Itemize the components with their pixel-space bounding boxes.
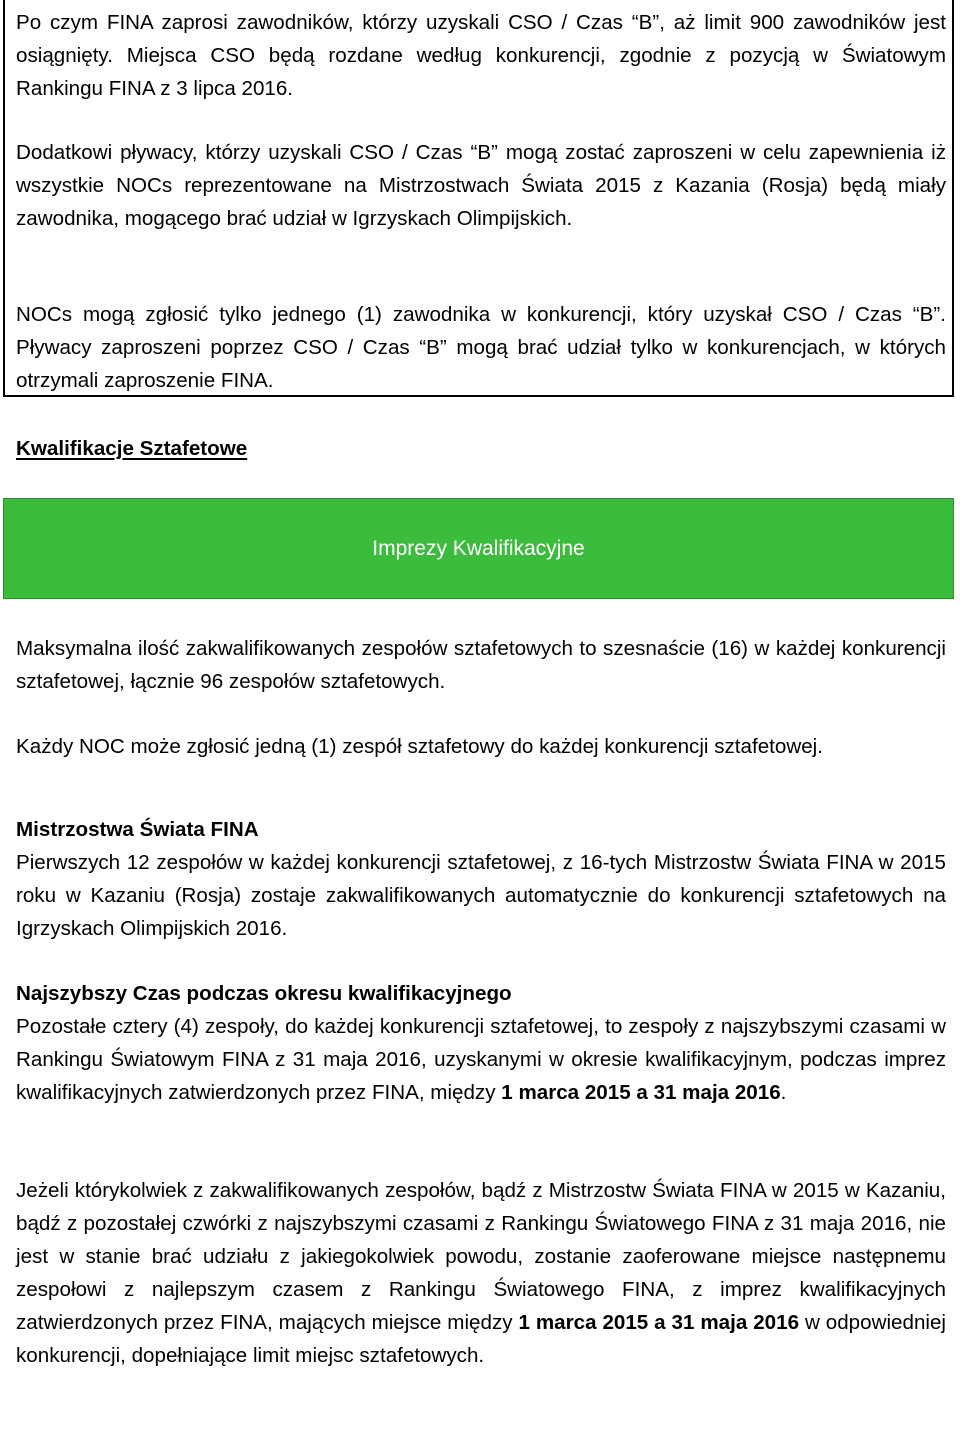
fastest-text-post: . (780, 1081, 787, 1104)
world-championships-heading: Mistrzostwa Świata FINA (16, 818, 259, 841)
relay-qualification-heading: Kwalifikacje Sztafetowe (16, 437, 248, 460)
box-paragraph-3: NOCs mogą zgłosić tylko jednego (1) zawodnika w konkurencji, który uzyskał CSO / Czas “B”. Pływacy zaproszeni poprzez CSO / Czas “B” mogą brać udział tylko w konkurencjach, w których otrzymali zaproszenie FINA. (16, 303, 946, 392)
world-championships-paragraph: Pierwszych 12 zespołów w każdej konkurencji sztafetowej, z 16-tych Mistrzostw Świata FINA w 2015 roku w Kazaniu (Rosja) zostaje zakwalifikowanych automatycznie do konkurencji sztafetowych na Igrzyskach Olimpijskich 2016. (16, 851, 946, 940)
replacement-paragraph (16, 1174, 946, 1372)
box-paragraph-1: Po czym FINA zaprosi zawodników, którzy uzyskali CSO / Czas “B”, aż limit 900 zawodników jest osiągnięty. Miejsca CSO będą rozdane według konkurencji, zgodnie z pozycją w Światowym Rankingu FINA z 3 lipca 2016. (16, 11, 946, 100)
replacement-text-dates: 1 marca 2015 a 31 maja 2016 (518, 1311, 800, 1334)
box-paragraph-2: Dodatkowi pływacy, którzy uzyskali CSO / Czas “B” mogą zostać zaproszeni w celu zapewnienia iż wszystkie NOCs reprezentowane na Mistrzostwach Świata 2015 z Kazania (Rosja) będą miały zawodnika, mogącego brać udział w Igrzyskach Olimpijskich. (16, 141, 946, 230)
noc-entry-paragraph: Każdy NOC może zgłosić jedną (1) zespół sztafetowy do każdej konkurencji sztafetowej. (16, 735, 823, 758)
banner-title: Imprezy Kwalifikacyjne (372, 537, 585, 560)
fastest-time-paragraph (16, 1010, 946, 1109)
max-teams-paragraph: Maksymalna ilość zakwalifikowanych zespołów sztafetowych to szesnaście (16) w każdej konkurencji sztafetowej, łącznie 96 zespołów sztafetowych. (16, 637, 946, 693)
qualifying-events-banner (3, 498, 954, 599)
fastest-text-dates: 1 marca 2015 a 31 maja 2016 (501, 1081, 781, 1104)
replacement-text-post: w odpowiedniej konkurencji, dopełniające limit miejsc sztafetowych. (16, 1311, 946, 1367)
replacement-text-pre: Jeżeli którykolwiek z zakwalifikowanych zespołów, bądź z Mistrzostw Świata FINA w 2015 w Kazaniu, bądź z pozostałej czwórki z najszybszymi czasami z Rankingu Światowego FINA z 31 maja 2016, nie jest w stanie brać udziału z jakiegokolwiek powodu, zostanie zaoferowane miejsce następnemu zespołowi z najlepszym czasem z Rankingu Światowego FINA, z imprez kwalifikacyjnych zatwierdzonych przez FINA, mających miejsce między (16, 1179, 946, 1334)
fastest-time-heading: Najszybszy Czas podczas okresu kwalifikacyjnego (16, 982, 512, 1005)
fastest-text-pre: Pozostałe cztery (4) zespoły, do każdej konkurencji sztafetowej, to zespoły z najszybszymi czasami w Rankingu Światowym FINA z 31 maja 2016, uzyskanymi w okresie kwalifikacyjnym, podczas imprez kwalifikacyjnych zatwierdzonych przez FINA, między (16, 1015, 946, 1104)
